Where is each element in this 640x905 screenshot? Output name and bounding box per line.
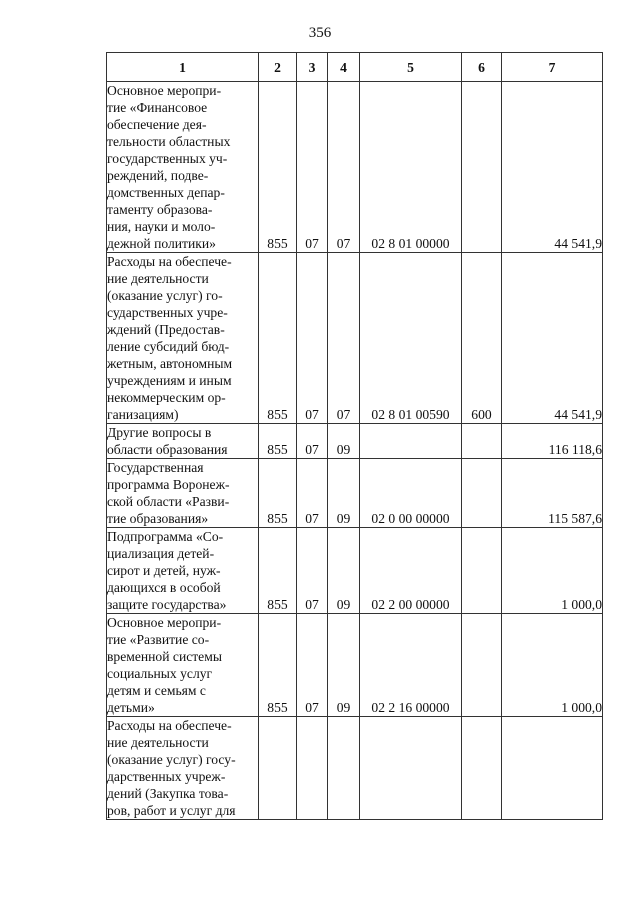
row-name-line: Другие вопросы в (107, 425, 212, 440)
row-name-line: сирот и детей, нуж- (107, 563, 221, 578)
cell-target-article (360, 424, 462, 459)
cell-amount: 1 000,0 (502, 528, 603, 614)
row-name-line: дающихся в особой (107, 580, 221, 595)
row-name-line: (оказание услуг) го- (107, 288, 223, 303)
cell-section (297, 717, 328, 820)
row-name-line: защите государства» (107, 597, 227, 612)
cell-section: 07 (297, 424, 328, 459)
row-name-line: дарственных учреж- (107, 769, 226, 784)
cell-expense-type (462, 424, 502, 459)
column-header: 1 (107, 53, 259, 82)
row-name-line: Основное меропри- (107, 83, 222, 98)
row-name-line: тельности областных (107, 134, 231, 149)
row-name-line: дежной политики» (107, 236, 216, 251)
cell-subsection (328, 717, 360, 820)
row-name-line: социальных услуг (107, 666, 213, 681)
cell-subsection: 09 (328, 614, 360, 717)
cell-expense-type (462, 614, 502, 717)
row-name-line: домственных депар- (107, 185, 225, 200)
cell-section: 07 (297, 614, 328, 717)
cell-expense-type: 600 (462, 253, 502, 424)
cell-amount: 44 541,9 (502, 82, 603, 253)
row-name-line: учреждениям и иным (107, 373, 232, 388)
cell-subsection: 09 (328, 459, 360, 528)
row-name-cell (107, 717, 259, 820)
cell-section: 07 (297, 528, 328, 614)
table-body (107, 82, 603, 820)
table-row (107, 253, 603, 424)
column-header: 2 (259, 53, 297, 82)
row-name-cell (107, 614, 259, 717)
row-name-line: Расходы на обеспече- (107, 718, 232, 733)
cell-amount (502, 717, 603, 820)
row-name-line: Основное меропри- (107, 615, 222, 630)
row-name-line: тие образования» (107, 511, 209, 526)
cell-subsection: 09 (328, 528, 360, 614)
column-header: 7 (502, 53, 603, 82)
table-row (107, 82, 603, 253)
row-name-line: некоммерческим ор- (107, 390, 226, 405)
row-name-line: циализация детей- (107, 546, 215, 561)
cell-subsection: 09 (328, 424, 360, 459)
cell-target-article: 02 8 01 00000 (360, 82, 462, 253)
cell-ministry-code: 855 (259, 82, 297, 253)
row-name-line: ние деятельности (107, 271, 209, 286)
row-name-line: ской области «Разви- (107, 494, 230, 509)
column-header: 5 (360, 53, 462, 82)
row-name-line: таменту образова- (107, 202, 213, 217)
cell-expense-type (462, 82, 502, 253)
cell-section: 07 (297, 253, 328, 424)
cell-amount: 1 000,0 (502, 614, 603, 717)
row-name-line: области образования (107, 442, 228, 457)
cell-expense-type (462, 717, 502, 820)
row-name-line: Подпрограмма «Со- (107, 529, 224, 544)
cell-section: 07 (297, 82, 328, 253)
row-name-line: ганизациям) (107, 407, 179, 422)
row-name-line: тие «Развитие со- (107, 632, 210, 647)
table-row (107, 528, 603, 614)
row-name-line: временной системы (107, 649, 222, 664)
cell-amount: 44 541,9 (502, 253, 603, 424)
row-name-line: Государственная (107, 460, 204, 475)
row-name-cell (107, 528, 259, 614)
column-header: 4 (328, 53, 360, 82)
row-name-line: жетным, автономным (107, 356, 233, 371)
row-name-line: ния, науки и моло- (107, 219, 216, 234)
cell-subsection: 07 (328, 253, 360, 424)
table-row (107, 614, 603, 717)
row-name-line: ров, работ и услуг для (107, 803, 236, 818)
row-name-cell (107, 424, 259, 459)
row-name-line: обеспечение дея- (107, 117, 207, 132)
row-name-line: тие «Финансовое (107, 100, 208, 115)
cell-target-article (360, 717, 462, 820)
table-row (107, 424, 603, 459)
row-name-line: государственных уч- (107, 151, 228, 166)
cell-target-article: 02 0 00 00000 (360, 459, 462, 528)
page-number: 356 (308, 25, 332, 41)
row-name-line: Расходы на обеспече- (107, 254, 232, 269)
cell-ministry-code: 855 (259, 614, 297, 717)
budget-table (106, 52, 603, 820)
cell-amount: 115 587,6 (502, 459, 603, 528)
cell-ministry-code (259, 717, 297, 820)
cell-target-article: 02 8 01 00590 (360, 253, 462, 424)
cell-ministry-code: 855 (259, 459, 297, 528)
cell-ministry-code: 855 (259, 253, 297, 424)
row-name-cell (107, 253, 259, 424)
row-name-line: детьми» (107, 700, 155, 715)
row-name-cell (107, 82, 259, 253)
column-header: 6 (462, 53, 502, 82)
column-header: 3 (297, 53, 328, 82)
row-name-line: ние деятельности (107, 735, 209, 750)
cell-ministry-code: 855 (259, 528, 297, 614)
row-name-line: программа Воронеж- (107, 477, 230, 492)
row-name-line: ждений (Предостав- (107, 322, 225, 337)
table-row (107, 717, 603, 820)
row-name-line: ление субсидий бюд- (107, 339, 230, 354)
cell-subsection: 07 (328, 82, 360, 253)
row-name-line: реждений, подве- (107, 168, 209, 183)
table-row (107, 459, 603, 528)
cell-amount: 116 118,6 (502, 424, 603, 459)
cell-section: 07 (297, 459, 328, 528)
cell-target-article: 02 2 00 00000 (360, 528, 462, 614)
row-name-cell (107, 459, 259, 528)
row-name-line: сударственных учре- (107, 305, 228, 320)
row-name-line: детям и семьям с (107, 683, 206, 698)
row-name-line: (оказание услуг) госу- (107, 752, 236, 767)
cell-expense-type (462, 528, 502, 614)
cell-expense-type (462, 459, 502, 528)
table-header-row (107, 53, 603, 82)
cell-target-article: 02 2 16 00000 (360, 614, 462, 717)
row-name-line: дений (Закупка това- (107, 786, 229, 801)
cell-ministry-code: 855 (259, 424, 297, 459)
